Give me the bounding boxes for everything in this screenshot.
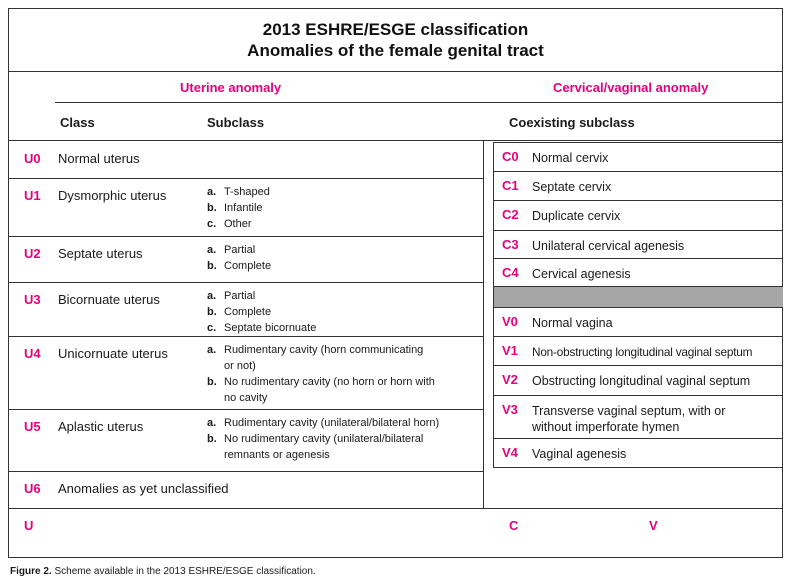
class-header: Class (60, 115, 95, 130)
uterine-class-code: U3 (24, 292, 41, 307)
title-line-2: Anomalies of the female genital tract (247, 41, 544, 60)
caption-text: Scheme available in the 2013 ESHRE/ESGE classification. (51, 566, 316, 577)
subclass-header: Subclass (207, 115, 265, 130)
cervical-code: C4 (502, 265, 519, 280)
footer-c-code: C (509, 518, 519, 533)
subclass-letter: a. (207, 344, 217, 356)
subclass-letter: b. (207, 376, 217, 388)
subclass-item (207, 184, 270, 200)
subclass-text: No rudimentary cavity (no horn or horn with (224, 376, 435, 388)
vaginal-name: Normal vagina (532, 316, 613, 330)
cervical-row (494, 231, 783, 259)
cervical-name: Unilateral cervical agenesis (532, 239, 685, 253)
cervical-code: C1 (502, 178, 519, 193)
cervical-row (494, 259, 783, 287)
subclass-text-continued: no cavity (224, 392, 268, 404)
uterine-class-name: Normal uterus (58, 151, 140, 166)
separator-band (494, 287, 783, 307)
cervical-code: C3 (502, 237, 519, 252)
vaginal-row (494, 439, 783, 468)
footer-u-code: U (24, 518, 34, 533)
uterine-class-code: U5 (24, 419, 41, 434)
cervical-name: Cervical agenesis (532, 267, 631, 281)
subclass-text: Partial (224, 290, 256, 302)
caption-label: Figure 2. (10, 566, 52, 577)
subclass-item (207, 258, 271, 274)
subclass-item (207, 288, 316, 304)
body-top-line (8, 140, 783, 141)
uterine-class-name: Unicornuate uterus (58, 346, 168, 361)
subclass-letter: a. (207, 186, 217, 198)
subclass-list (207, 184, 270, 232)
vaginal-row (494, 366, 783, 396)
subclass-text: Rudimentary cavity (unilateral/bilateral horn) (224, 417, 440, 429)
subclass-text: Partial (224, 244, 256, 256)
vaginal-name: Non-obstructing longitudinal vaginal septum (532, 345, 753, 359)
vaginal-code: V2 (502, 372, 518, 387)
cervical-anomaly-header: Cervical/vaginal anomaly (553, 80, 709, 95)
subclass-text-continued: or not) (224, 360, 256, 372)
subclass-letter: b. (207, 202, 217, 214)
subclass-text: Complete (224, 306, 272, 318)
cervical-code: C0 (502, 149, 519, 164)
subclass-letter: c. (207, 218, 217, 230)
subclass-item (207, 242, 271, 258)
subclass-letter: b. (207, 306, 217, 318)
subclass-letter: b. (207, 260, 217, 272)
subclass-text: T-shaped (224, 186, 270, 198)
subclass-text: Other (224, 218, 252, 230)
subclass-text-continued: remnants or agenesis (224, 449, 330, 461)
subclass-letter: c. (207, 322, 217, 334)
vaginal-row (494, 337, 783, 366)
uterine-row-divider (8, 282, 484, 283)
subclass-text: Septate bicornuate (224, 322, 317, 334)
subclass-list (207, 415, 439, 463)
subclass-text: Complete (224, 260, 272, 272)
footer-v-code: V (649, 518, 658, 533)
coexisting-header: Coexisting subclass (509, 115, 635, 130)
cervical-name: Septate cervix (532, 180, 612, 194)
subclass-letter: a. (207, 290, 217, 302)
uterine-class-name: Dysmorphic uterus (58, 188, 167, 203)
subclass-list (207, 242, 271, 274)
cervical-code: C2 (502, 207, 519, 222)
subclass-item (207, 200, 270, 216)
header-divider (55, 102, 783, 103)
subclass-item (207, 374, 435, 390)
vaginal-row (494, 308, 783, 337)
subclass-list (207, 342, 435, 406)
uterine-row-divider (8, 409, 484, 410)
vaginal-row (494, 396, 783, 439)
vaginal-name: Vaginal agenesis (532, 447, 627, 461)
footer-top-line (8, 508, 783, 509)
subclass-list (207, 288, 316, 336)
uterine-class-name: Bicornuate uterus (58, 292, 160, 307)
figure-caption (10, 566, 316, 577)
subclass-letter: a. (207, 244, 217, 256)
vaginal-name: Transverse vaginal septum, with or without imperforate hymen (532, 404, 726, 434)
subclass-text: Infantile (224, 202, 263, 214)
subclass-letter: a. (207, 417, 217, 429)
cervical-row (494, 172, 783, 201)
vaginal-code: V1 (502, 343, 518, 358)
uterine-row-divider (8, 178, 484, 179)
uterine-class-code: U1 (24, 188, 41, 203)
subclass-text: No rudimentary cavity (unilateral/bilateral (224, 433, 424, 445)
cervical-row (494, 143, 783, 172)
vaginal-name: Obstructing longitudinal vaginal septum (532, 374, 751, 388)
cervical-name: Duplicate cervix (532, 209, 621, 223)
uterine-anomaly-header: Uterine anomaly (180, 80, 282, 95)
subclass-item (207, 431, 439, 447)
subclass-item (207, 320, 316, 336)
subclass-item (207, 342, 435, 358)
uterine-class-code: U6 (24, 481, 41, 496)
subclass-letter: b. (207, 433, 217, 445)
subclass-item (207, 415, 439, 431)
cervical-row (494, 201, 783, 231)
title-box (9, 9, 782, 72)
uterine-class-name: Anomalies as yet unclassified (58, 481, 229, 496)
uterine-class-code: U0 (24, 151, 41, 166)
subclass-item (207, 216, 270, 232)
subclass-text: Rudimentary cavity (horn communicating (224, 344, 424, 356)
vaginal-code: V0 (502, 314, 518, 329)
vaginal-code: V3 (502, 402, 518, 417)
uterine-row-divider (8, 236, 484, 237)
uterine-row-divider (8, 336, 484, 337)
uterine-class-code: U2 (24, 246, 41, 261)
title-line-1: 2013 ESHRE/ESGE classification (262, 20, 529, 39)
uterine-class-name: Aplastic uterus (58, 419, 144, 434)
uterine-class-code: U4 (24, 346, 41, 361)
column-divider (483, 140, 484, 508)
uterine-class-name: Septate uterus (58, 246, 143, 261)
cervical-name: Normal cervix (532, 151, 609, 165)
uterine-row-divider (8, 471, 484, 472)
subclass-item (207, 304, 316, 320)
coexisting-box (493, 142, 783, 468)
vaginal-code: V4 (502, 445, 518, 460)
